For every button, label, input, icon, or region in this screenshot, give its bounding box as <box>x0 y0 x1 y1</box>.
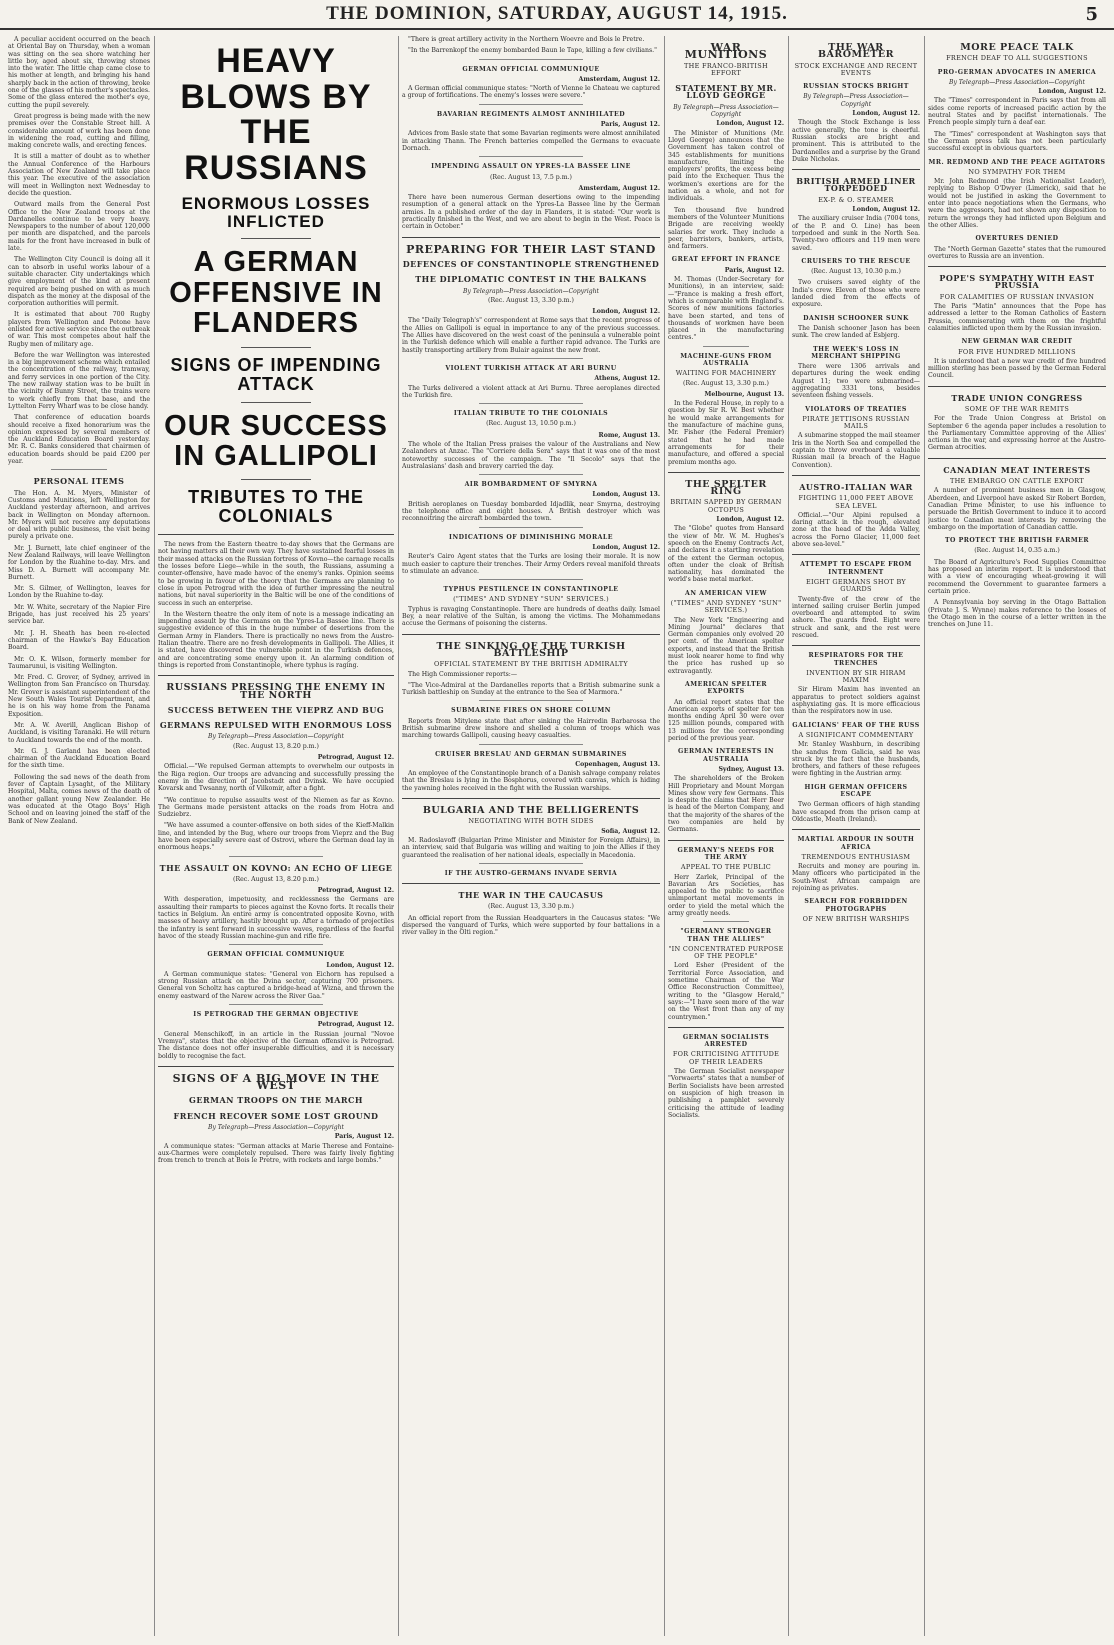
article-paragraph: An employee of the Constantinople branch of a Danish salvage company relates that the Breslau is lying in the Bosphorus, covered with canvas, which is hiding the yawning holes received in the fight with the Russian warships. <box>402 770 660 792</box>
article-headline: BRITISH ARMED LINER TORPEDOED <box>796 176 916 194</box>
article-headline: GERMAN OFFICIAL COMMUNIQUE <box>462 65 600 73</box>
column-6 <box>928 36 1106 1636</box>
divider <box>479 358 582 359</box>
article-paragraph: General Menschikoff, in an article in the Russian journal "Novoe Vremya", states that the objective of the German offensive is Petrograd. The distance does not offer insuperable difficulties, and it is necessary boldly to recognise the fact. <box>158 1030 394 1060</box>
article-subheading: FOR CALAMITIES OF RUSSIAN INVASION <box>939 292 1095 301</box>
article-paragraph: An official report states that the American exports of spelter for ten months ending April 30 were over 125 million pounds, compared with 13 millions for the corresponding period of the previous year. <box>668 698 784 743</box>
divider <box>229 1004 323 1005</box>
dateline: London, August 12. <box>852 206 920 214</box>
article-headline: GERMAN INTERESTS IN AUSTRALIA <box>677 748 775 763</box>
divider <box>479 527 582 528</box>
dateline: Paris, August 12. <box>334 1133 394 1141</box>
page-number: 5 <box>1085 3 1098 25</box>
main-headline: OUR SUCCESS IN GALLIPOLI <box>164 409 388 472</box>
article-paragraph: The Turks delivered a violent attack at Ari Burnu. Three aeroplanes directed the Turkish fire. <box>402 384 660 399</box>
article-headline: VIOLENT TURKISH ATTACK AT ARI BURNU <box>445 364 617 372</box>
article-paragraph: Advices from Basle state that some Bavarian regiments were almost annihilated in attacking Thann. The French batteries compelled the Germans to evacuate Dornach. <box>402 130 660 152</box>
article-headline: THE WAR BAROMETER <box>817 42 895 61</box>
article-paragraph: Mr. S. Gilmer, of Wellington, leaves for London by the Ruahine to-day. <box>8 585 150 600</box>
received-time: (Rec. August 13, 7.5 p.m.) <box>490 173 572 181</box>
article-headline: SUBMARINE FIRES ON SHORE COLUMN <box>451 707 611 715</box>
divider <box>158 534 394 535</box>
article-headline: TYPHUS PESTILENCE IN CONSTANTINOPLE <box>443 586 619 594</box>
divider <box>792 829 920 830</box>
article-subheading: INVENTION BY SIR HIRAM MAXIM <box>806 668 906 685</box>
received-time: (Rec. August 13, 3.30 p.m.) <box>488 296 574 304</box>
article-paragraph: The Danish schooner Jason has been sunk. The crew landed at Esbjerg. <box>792 324 920 340</box>
article-paragraph: Mr. W. White, secretary of the Napier Fire Brigade, has just received his 25 years' service bar. <box>8 603 150 626</box>
article-subheading: THE FRANCO-BRITISH EFFORT <box>684 61 768 77</box>
divider <box>668 472 784 473</box>
article-headline: THE SINKING OF THE TURKISH BATTLESHIP <box>436 640 626 659</box>
article-subheading: EX-P. & O. STEAMER <box>818 195 894 204</box>
article-paragraph: "In the Barrenkopf the enemy bombarded Baun le Tape, killing a few civilians." <box>408 47 657 55</box>
divider <box>792 169 920 170</box>
article-headline: SEARCH FOR FORBIDDEN PHOTOGRAPHS <box>804 898 908 913</box>
article-paragraph: A German official communique states: "North of Vienne le Chateau we captured a group of fortifications. The enemy's losses were severe." <box>402 85 660 100</box>
article-paragraph: Following the sad news of the death from fever of Captain Lysaght, of the Military Hospital, Malta, comes news of the death of another gallant young New Zealander. He was educated at the Otago Boys' High School and on leaving joined the staff of the Bank of New Zealand. <box>8 773 150 825</box>
agency-credit: By Telegraph—Press Association—Copyright <box>208 733 344 741</box>
article-paragraph: "There is great artillery activity in the Northern Woevre and Bois le Pretre. <box>408 36 645 43</box>
column-rule <box>664 36 665 1636</box>
column-1 <box>8 36 150 1636</box>
divider <box>479 863 582 864</box>
article-paragraph: Recruits and money are pouring in. Many officers who participated in the South-West African campaign are rejoining as privates. <box>792 863 920 893</box>
dateline: Amsterdam, August 12. <box>578 75 660 83</box>
article-paragraph: Official.—"Our Alpini repulsed a daring attack in the rough, elevated zone at the head of the Adda Valley, across the Forno Glacier, 11,000 feet above sea-level." <box>792 511 920 549</box>
article-headline: THE WEEK'S LOSS IN MERCHANT SHIPPING <box>811 345 901 360</box>
column-rule <box>398 36 399 1636</box>
article-paragraph: An official report from the Russian Headquarters in the Caucasus states: "We dispersed the vanguard of Turks, which were supported by four battalions in a river valley in the Olti region." <box>402 914 660 937</box>
article-paragraph: A Pennsylvania boy serving in the Otago Battalion (Private J. S. Wynne) makes reference to the losses of the Otago men in the course of a letter written in the trenches on June 11. <box>928 599 1106 629</box>
article-paragraph: Mr. A. W. Averill, Anglican Bishop of Auckland, is visiting Taranaki. He will return to Auckland towards the end of the month. <box>8 721 150 744</box>
article-paragraph: The Paris "Matin" announces that the Pope has addressed a letter to the Roman Catholics of Eastern Prussia, commiserating with them on the frightful calamities inflicted upon them by the Russian invasion. <box>928 303 1106 332</box>
dateline: London, August 12. <box>592 308 660 316</box>
article-headline: AMERICAN SPELTER EXPORTS <box>684 680 768 696</box>
article-subheading: FRENCH RECOVER SOME LOST GROUND <box>173 1110 379 1121</box>
article-paragraph: Sir Hiram Maxim has invented an apparatus to protect soldiers against asphyxiating gas. It is more efficacious than the respirators now in use. <box>792 686 920 716</box>
main-headline: HEAVY BLOWS BY THE RUSSIANS <box>180 42 372 188</box>
dateline: London, August 12. <box>716 516 784 524</box>
article-headline: ATTEMPT TO ESCAPE FROM INTERNMENT <box>800 561 912 576</box>
article-paragraph: With desperation, impetuosity, and recklessness the Germans are assaulting their ramparts to pieces against the Kovno forts. It recalls their tactics in Belgium. An entire army is concentrated opposite Kovno, with masses of heavy artillery, hastily brought up. After a tornado of projectiles the infantry is sent forward in successive waves, regardless of the fearful havoc of the steady Russian machine-gun and rifle fire. <box>158 896 394 940</box>
dateline: Paris, August 12. <box>724 266 784 274</box>
article-headline: BAVARIAN REGIMENTS ALMOST ANNIHILATED <box>436 110 626 118</box>
masthead <box>0 0 1114 30</box>
dateline: London, August 13. <box>592 491 660 499</box>
divider <box>479 403 582 404</box>
article-paragraph: The whole of the Italian Press praises the valour of the Australians and New Zealanders at Anzac. The "Corriere della Sera" says that it was one of the most noteworthy successes of the campaign. The "Il Secolo" says that the Australasians' dash and bravery carried the day. <box>402 440 660 470</box>
article-paragraph: The "North German Gazette" states that the rumoured overtures to Russia are an invention. <box>928 245 1106 260</box>
article-subheading: SUCCESS BETWEEN THE VIEPRZ AND BUG <box>167 704 385 715</box>
article-subheading: THE DIPLOMATIC CONTEST IN THE BALKANS <box>415 274 647 285</box>
article-paragraph: The Minister of Munitions (Mr. Lloyd George) announces that the Government has taken control of 345 establishments for munitions manufacture, limiting the employers' profits, the excess being paid into the Exchequer. Thus the workmen's exertions are for the nation as a whole, and not for individuals. <box>668 129 784 203</box>
article-paragraph: Before the war Wellington was interested in a big improvement scheme which entailed the concentration of the railway, tramway, and ferry services in one portion of the City. The new railway station was to be built in the vicinity of Bunny Street, the trains were to work chiefly from that base, and the Lyttelton Ferry Wharf was to be close handy. <box>8 351 150 410</box>
article-paragraph: "We continue to repulse assaults west of the Niemen as far as Kovno. The Germans made persistent attacks on the roads from Hotra and Sudziebrz. <box>158 796 394 819</box>
column-4 <box>668 36 784 1636</box>
divider <box>402 883 660 884</box>
article-headline: THE WAR IN THE CAUCASUS <box>458 890 604 901</box>
article-paragraph: Outward mails from the General Post Office to the New Zealand troops at the Dardanelles continue to be very heavy. Newspapers to the number of about 120,000 per month are dispatched, and the parcels mails for the front have increased in bulk of late. <box>8 201 150 253</box>
article-headline: INDICATIONS OF DIMINISHING MORALE <box>449 533 613 541</box>
article-paragraph: Mr. Fred. C. Grover, of Sydney, arrived in Wellington from San Francisco on Thursday. Mr. Grover is assistant superintendent of the New South Wales Tourist Department, and he is on his way home from the Panama Exposition. <box>8 674 150 718</box>
article-paragraph: The shareholders of the Broken Hill Proprietary and Mount Morgan Mines show very few Germans. This is despite the claims that Herr Beer is head of the Merton Company, and that the majority of the shares of the two companies are held by Germans. <box>668 775 784 834</box>
article-paragraph: The Hon. A. M. Myers, Minister of Customs and Munitions, left Wellington for Auckland yesterday afternoon, and arrives back in Wellington on Monday afternoon. Mr. Myers will not receive any deputations or deal with public business, the visit being purely a private one. <box>8 489 150 541</box>
article-paragraph: The New York "Engineering and Mining Journal" declares that German companies only evolved 20 per cent. of the American spelter exports, and instead that the British must look nearer home to find why the price has rushed up so extravagantly. <box>668 616 784 675</box>
article-paragraph: The German Socialist newspaper "Vorwaerts" states that a number of Berlin Socialists have been arrested on suspicion of high treason in publishing a pamphlet severely criticising the attitude of leading Socialists. <box>668 1068 784 1119</box>
article-headline: NEW GERMAN WAR CREDIT <box>961 338 1073 346</box>
article-subheading: FIGHTING 11,000 FEET ABOVE SEA LEVEL <box>798 494 914 510</box>
article-paragraph: Mr. J. H. Sheath has been re-elected chairman of the Hawke's Bay Education Board. <box>8 629 150 652</box>
divider <box>241 402 312 403</box>
article-paragraph: Mr. Stanley Washburn, in describing the sandus from Galicia, said he was struck by the fact that the husbands, brothers, and fathers of these refugees were fighting in the Austrian army. <box>792 741 920 778</box>
dateline: Sofia, August 12. <box>601 827 660 835</box>
article-headline: IS PETROGRAD THE GERMAN OBJECTIVE <box>193 1011 359 1019</box>
article-paragraph: The "Times" correspondent at Washington says that the German press talk has not been particularly successful except in obvious quarters. <box>928 130 1106 153</box>
article-paragraph: British aeroplanes on Tuesday bombarded Idjadlik, near Smyrna, destroying the telephone office and eight houses. A British destroyer which was reconnoitring the aircraft bombarded the town. <box>402 500 660 523</box>
article-paragraph: It is understood that a new war credit of five hundred million sterling has been passed by the German Federal Council. <box>928 357 1106 380</box>
article-paragraph: The "Daily Telegraph's" correspondent at Rome says that the recent progress of the Allies on Gallipoli is equal in importance to any of the previous successes. The Allies have discovered on the west coast of the peninsula a vulnerable point in the Turkish defence which will enable a further rapid advance. The Turks are hastily transporting artillery from Bulair against the new front. <box>402 317 660 354</box>
dateline: Rome, August 13. <box>598 431 660 439</box>
dateline: London, August 12. <box>592 543 660 551</box>
article-subheading: STATEMENT BY MR. LLOYD GEORGE <box>675 83 777 101</box>
dateline: Sydney, August 13. <box>718 765 784 773</box>
received-time: (Rec. August 13, 10.50 p.m.) <box>486 420 576 428</box>
divider <box>792 554 920 555</box>
agency-credit: By Telegraph—Press Association—Copyright <box>803 93 909 108</box>
divider <box>229 944 323 945</box>
article-headline: RUSSIANS PRESSING THE ENEMY IN THE NORTH <box>166 682 386 701</box>
article-paragraph: Though the Stock Exchange is less active generally, the tone is cheerful. Russian stocks are bright and prominent. This is attributed to the Dardanelles and a surprise by the Grand Duke Nicholas. <box>792 119 920 163</box>
article-subheading: NEGOTIATING WITH BOTH SIDES <box>468 817 594 826</box>
article-headline: WAR MUNITIONS <box>684 41 768 62</box>
article-paragraph: A peculiar accident occurred on the beach at Oriental Bay on Thursday, when a woman was sitting on the sea shore watching her little boy, aged about six, throwing stones into the water. The little chap came close to his mother at length, and bringing his hand sharply back in the action of throwing, broke one of the glasses of his mother's spectacles. Some of the glass entered the mother's eye, cutting the pupil severely. <box>8 36 150 109</box>
article-headline: GERMAN SOCIALISTS ARRESTED <box>682 1033 770 1049</box>
article-headline: MARTIAL ARDOUR IN SOUTH AFRICA <box>797 836 915 851</box>
article-headline: TO PROTECT THE BRITISH FARMER <box>944 537 1090 545</box>
article-subheading: SOME OF THE WAR REMITS <box>964 404 1070 413</box>
received-time: (Rec. August 14, 0.35 a.m.) <box>974 547 1060 555</box>
article-subheading: OF NEW BRITISH WARSHIPS <box>802 914 910 923</box>
article-headline: HIGH GERMAN OFFICERS ESCAPE <box>804 783 908 799</box>
article-paragraph: Typhus is ravaging Constantinople. There are hundreds of deaths daily. Ismael Bey, a near relative of the Sultan, is among the victims. The Mohammedans accuse the Germans of poisoning the cisterns. <box>402 605 660 628</box>
received-time: (Rec. August 13, 3.30 p.m.) <box>683 379 769 387</box>
service-credit: ("TIMES" AND SYDNEY "SUN" SERVICES.) <box>670 599 782 615</box>
article-headline: GERMANY'S NEEDS FOR THE ARMY <box>677 846 775 861</box>
service-credit: ("TIMES" AND SYDNEY "SUN" SERVICES.) <box>453 595 609 604</box>
dateline: Amsterdam, August 12. <box>578 184 660 192</box>
article-headline: CRUISER BRESLAU AND GERMAN SUBMARINES <box>435 750 627 758</box>
divider <box>51 469 108 470</box>
article-paragraph: The Board of Agriculture's Food Supplies Committee has proposed an interim report. It is understood that with a view of encouraging wheat-growing it will recommend the Government to guarantee farmers a certain price. <box>928 558 1106 595</box>
article-paragraph: Reuter's Cairo Agent states that the Turks are losing their morale. It is now much easier to capture their trenches. Their Army Orders reveal manifold threats to stimulate an advance. <box>402 553 660 575</box>
article-headline: MORE PEACE TALK <box>960 42 1074 53</box>
article-subheading: PIRATE JETTISONS RUSSIAN MAILS <box>802 414 910 431</box>
article-paragraph: Two cruisers saved eighty of the India's crew. Eleven of those who were landed died from the effects of exposure. <box>792 279 920 309</box>
article-subheading: TREMENDOUS ENTHUSIASM <box>801 852 911 861</box>
column-rule <box>788 36 789 1636</box>
article-subheading: STOCK EXCHANGE AND RECENT EVENTS <box>794 61 918 77</box>
article-headline: GERMAN OFFICIAL COMMUNIQUE <box>207 951 345 959</box>
article-subheading: FOR FIVE HUNDRED MILLIONS <box>958 347 1076 356</box>
dateline: London, August 12. <box>852 110 920 118</box>
divider <box>928 266 1106 267</box>
article-paragraph: The news from the Eastern theatre to-day shows that the Germans are not having matters all their own way. They have sustained fearful losses in their massed attacks on the Russian fortress of Kovno—the carnage recalls the losses before Liege—while in the south, the Russians, assuming a counter-offensive, have made havoc of the enemy's ranks. Opinion seems to be growing in favour of the theory that the Germans are planning to close in upon Petrograd with the idea of further impressing the neutral nations, but naval superiority in the Baltic will be one of the conditions of success in such an enterprise. <box>158 541 394 607</box>
article-headline: IF THE AUSTRO-GERMANS INVADE SERVIA <box>444 869 618 877</box>
article-paragraph: In the Federal House, in reply to a question by Sir R. W. Best whether he would make arrangements for the manufacture of machine guns, Mr. Fisher (the Federal Premier) stated that he had made arrangements for their manufacture, and offered a special premium months ago. <box>668 400 784 466</box>
article-paragraph: "We have assumed a counter-offensive on both sides of the Kieff-Malkin line, and intended by the Bug, where our troops from Vieprz and the Bug have been especially severe east of Ostrovi, where the German dead lay in enormous heaps." <box>158 822 394 852</box>
divider <box>402 634 660 635</box>
dateline: London, August 12. <box>326 961 394 969</box>
divider <box>703 346 749 347</box>
article-paragraph: Official.—"We repulsed German attempts to overwhelm our outposts in the Riga region. Our troops are advancing and successfully pressing the enemy in the direction of Jacobstadt and Dvinsk. We have occupied Kovarsk and Twsanny, north of Vilkomir, after a fight. <box>158 763 394 793</box>
divider <box>668 840 784 841</box>
article-paragraph: The auxiliary cruiser India (7004 tons, of the P. and O. Line) has been torpedoed and sunk in the North Sea. Twenty-two officers and 119 men were saved. <box>792 215 920 252</box>
article-headline: AIR BOMBARDMENT OF SMYRNA <box>464 481 598 489</box>
article-headline: THE SPELTER RING <box>685 478 767 498</box>
received-time: (Rec. August 13, 8.20 p.m.) <box>233 742 319 750</box>
article-subheading: DEFENCES OF CONSTANTINOPLE STRENGTHENED <box>402 258 660 269</box>
article-headline: DANISH SCHOONER SUNK <box>803 314 909 322</box>
dateline: London, August 12. <box>1038 88 1106 96</box>
divider <box>158 675 394 676</box>
article-headline: MACHINE-GUNS FROM AUSTRALIA <box>680 352 772 367</box>
article-subheading: FOR CRITICISING ATTITUDE OF THEIR LEADERS <box>672 1050 780 1066</box>
article-paragraph: Mr. O. K. Wilson, formerly member for Taumarunui, is visiting Wellington. <box>8 655 150 670</box>
divider <box>479 700 582 701</box>
section-heading: PERSONAL ITEMS <box>33 476 125 487</box>
divider <box>928 386 1106 387</box>
article-paragraph: M. Radoslavoff (Bulgarian Prime Minister and Minister for Foreign Affairs), in an interview, said that Bulgaria was willing and waiting to join the Allies if they guaranteed the realisation of her national ideals, especially in Macedonia. <box>402 836 660 859</box>
article-subheading: "IN CONCENTRATED PURPOSE OF THE PEOPLE" <box>668 944 784 961</box>
divider <box>479 156 582 157</box>
sub-headline: TRIBUTES TO THE COLONIALS <box>188 487 364 527</box>
article-paragraph: A submarine stopped the mail steamer Iris in the North Sea and compelled the captain to throw overboard a valuable Russian mail (a breach of the Hague Convention). <box>792 432 920 469</box>
article-paragraph: The "Times" correspondent in Paris says that from all sides come reports of increased pacific action by the neutral States and by pacifist internationals. The French people simply turn a deaf ear. <box>928 97 1106 127</box>
article-subheading: PRO-GERMAN ADVOCATES IN AMERICA <box>937 68 1097 76</box>
article-headline: IMPENDING ASSAULT ON YPRES-LA BASSEE LINE <box>431 163 631 171</box>
divider <box>158 1066 394 1067</box>
article-headline: CRUISERS TO THE RESCUE <box>801 257 911 265</box>
agency-credit: By Telegraph—Press Association—Copyright <box>208 1124 344 1131</box>
received-time: (Rec. August 13, 8.20 p.m.) <box>233 875 319 883</box>
divider <box>241 479 312 480</box>
divider <box>792 645 920 646</box>
article-paragraph: That conference of education boards should receive a fixed honorarium was the opinion expressed by several members of the Auckland Education Board yesterday. Mr. R. C. Banks considered that chairmen of education boards should be paid £200 per year. <box>8 414 150 466</box>
column-3 <box>402 36 660 1636</box>
sub-headline: SIGNS OF IMPENDING ATTACK <box>170 354 382 394</box>
article-headline: GREAT EFFORT IN FRANCE <box>671 256 781 264</box>
divider <box>479 474 582 475</box>
column-5 <box>792 36 920 1636</box>
divider <box>479 579 582 580</box>
divider <box>402 237 660 238</box>
article-headline: GALICIANS' FEAR OF THE RUSS <box>792 721 920 729</box>
dateline: Petrograd, August 12. <box>317 887 394 895</box>
divider <box>241 347 312 348</box>
agency-credit: By Telegraph—Press Association—Copyright <box>673 103 779 119</box>
divider <box>479 744 582 745</box>
article-headline: VIOLATORS OF TREATIES <box>805 405 907 413</box>
received-time: (Rec. August 13, 3.30 p.m.) <box>488 903 574 911</box>
article-subheading: GERMANS REPULSED WITH ENORMOUS LOSS <box>159 720 393 731</box>
article-paragraph: A communique states: "German attacks at Marie Therese and Fontaine-aux-Charmes were completely repulsed. There was fairly lively fighting from trench to trench at Bois le Pretre, with rockets and large bombs." <box>158 1142 394 1165</box>
article-headline: AN AMERICAN VIEW <box>685 589 767 597</box>
divider <box>241 238 312 239</box>
article-headline: MR. REDMOND AND THE PEACE AGITATORS <box>928 158 1106 166</box>
dateline: Paris, August 12. <box>600 121 660 129</box>
article-headline: POPE'S SYMPATHY WITH EAST PRUSSIA <box>939 273 1095 291</box>
dateline: Copenhagen, August 13. <box>575 760 660 768</box>
divider <box>479 59 582 60</box>
article-paragraph: It is estimated that about 700 Rugby players from Wellington and Petone have enlisted for active service since the outbreak of war. This most competes about half the Rugby men of military age. <box>8 311 150 348</box>
article-paragraph: There have been numerous German desertions owing to the impending resumption of a general attack on the Ypres-La Bassee line by the German armies. In a published order of the day in Flanders, it is stated: "Our work is practically finished in the West, and we are about to begin in the West. Peace is certain in October." <box>402 194 660 231</box>
article-paragraph: In the Western theatre the only item of note is a message indicating an impending assault by the Germans on the Ypres-La Bassee line. There is suggestive evidence of this in the huge number of desertions from the German Army in Flanders. There is practically no news from the Austro-Italian theatre. There are no fresh developments in Gallipoli. The Allies, it is stated, have discovered the vulnerable point in the Turkish defences, and are concentrating some energy upon it. An alarming condition of things is reported from Constantinople, where typhus is raging. <box>158 610 394 669</box>
divider <box>928 458 1106 459</box>
dateline: Athens, August 12. <box>594 375 660 383</box>
article-paragraph: M. Thomas (Under-Secretary for Munitions), in an interview, said:—"France is making a fresh effort, which is comparable with England's. Scores of new munitions factories have been started, and tens of thousands of workmen have been placed in the manufacturing centres." <box>668 276 784 342</box>
dateline: Petrograd, August 12. <box>317 1021 394 1029</box>
divider <box>229 856 323 857</box>
article-headline: OVERTURES DENIED <box>975 235 1059 243</box>
article-paragraph: Twenty-five of the crew of the interned sailing cruiser Berlin jumped overboard and attempted to swim ashore. The guards fired. Eight were struck and sank, and the rest were rescued. <box>792 595 920 639</box>
article-headline: THE ASSAULT ON KOVNO: AN ECHO OF LIEGE <box>159 862 393 873</box>
column-rule <box>924 36 925 1636</box>
article-headline: "GERMANY STRONGER THAN THE ALLIES" <box>680 928 772 943</box>
article-paragraph: A number of prominent business men in Glasgow, Aberdeen, and Liverpool have asked Sir Robert Borden, Canadian Prime Minister, to use his influence to persuade the British Government to induce it to accord justice to Canadian meat interests by removing the embargo on the importation of Canadian cattle. <box>928 487 1106 531</box>
article-paragraph: It is still a matter of doubt as to whether the Annual Conference of the Harbours Association of New Zealand will take place this year. The executive of the association will meet in Wellington next Wednesday to decide the question. <box>8 153 150 197</box>
article-headline: CANADIAN MEAT INTERESTS <box>943 464 1091 475</box>
article-subheading: GERMAN TROOPS ON THE MARCH <box>189 1095 363 1106</box>
article-subheading: OFFICIAL STATEMENT BY THE BRITISH ADMIRALTY <box>433 660 629 669</box>
divider <box>668 1027 784 1028</box>
article-paragraph: Mr. J. Burnett, late chief engineer of the New Zealand Railways, will leave Wellington for London by the Ruahine to-day. Mrs. and Miss D. A. Burnett will accompany Mr. Burnett. <box>8 544 150 581</box>
dateline: Petrograd, August 12. <box>317 754 394 762</box>
article-paragraph: Ten thousand five hundred members of the Volunteer Munitions Brigade are receiving weekly salaries for work. They include a peer, barristers, bankers, artists, and farmers. <box>668 206 784 251</box>
article-subheading: APPEAL TO THE PUBLIC <box>680 863 772 872</box>
divider <box>402 798 660 799</box>
article-paragraph: For the Trade Union Congress at Bristol on September 6 the agenda paper includes a resolution to the Parliamentary Committee approving of the Allies' actions in the war, and expressing horror at the Austro-German atrocities. <box>928 415 1106 452</box>
article-paragraph: Lord Esher (President of the Territorial Force Association, and sometime Chairman of the War Office Reconstruction Committee), writing to the "Glasgow Herald," says:—"I have seen more of the war on the West front than any of my countrymen." <box>668 962 784 1021</box>
article-paragraph: The High Commissioner reports:— <box>408 670 518 678</box>
newspaper-title: THE DOMINION, SATURDAY, AUGUST 14, 1915. <box>326 3 788 24</box>
dateline: London, August 12. <box>716 120 784 128</box>
article-headline: TRADE UNION CONGRESS <box>951 392 1083 403</box>
article-subheading: THE EMBARGO ON CATTLE EXPORT <box>949 477 1085 486</box>
article-paragraph: There were 1306 arrivals and departures during the week ending August 11; two were submarined—aggregating 3331 tons, besides seventeen fishing vessels. <box>792 363 920 400</box>
article-headline: ITALIAN TRIBUTE TO THE COLONIALS <box>453 410 609 418</box>
received-time: (Rec. August 13, 10.30 p.m.) <box>811 268 901 276</box>
article-paragraph: Mr. G. J. Garland has been elected chairman of the Auckland Education Board for the sixth time. <box>8 747 150 770</box>
article-headline: AUSTRO-ITALIAN WAR <box>799 481 913 492</box>
main-headline: A GERMAN OFFENSIVE IN FLANDERS <box>169 246 383 340</box>
article-paragraph: Two German officers of high standing have escaped from the prison camp at Oldcastle, Meath (Ireland). <box>792 801 920 823</box>
article-paragraph: The Wellington City Council is doing all it can to absorb in useful works labour of a suitable character. City undertakings which give employment of the kind at present required are being pushed on with as much dispatch as the money at the disposal of the corporation authorities will permit. <box>8 256 150 308</box>
article-paragraph: A German communique states: "General von Eichorn has repulsed a strong Russian attack on the Dvina sector, capturing 700 prisoners. General von Scholtz has captured a bridge-head at Wizna, and thrown the enemy eastward of the Narew across the River Gaa." <box>158 970 394 1000</box>
article-subheading: FRENCH DEAF TO ALL SUGGESTIONS <box>946 54 1088 63</box>
agency-credit: By Telegraph—Press Association—Copyright <box>463 287 599 295</box>
article-headline: BULGARIA AND THE BELLIGERENTS <box>422 805 640 817</box>
article-paragraph: The "Globe" quotes from Hansard the view of Mr. W. M. Hughes's speech on the Enemy Contracts Act, and declares it a startling revelation of the extent the German octopus, often under the cloak of British nationality, has dominated the world's base metal market. <box>668 525 784 584</box>
article-headline: SIGNS OF A BIG MOVE IN THE WEST <box>172 1071 380 1093</box>
article-subheading: A SIGNIFICANT COMMENTARY <box>798 730 914 739</box>
article-subheading: EIGHT GERMANS SHOT BY GUARDS <box>805 577 907 594</box>
divider <box>703 921 749 922</box>
divider <box>479 104 582 105</box>
dateline: Melbourne, August 13. <box>704 390 784 398</box>
article-subheading: RUSSIAN STOCKS BRIGHT <box>803 83 909 91</box>
article-subheading: WAITING FOR MACHINERY <box>675 369 777 378</box>
article-paragraph: Reports from Mitylene state that after sinking the Hairredin Barbarossa the British submarine drew inshore and shelled a column of troops which was marching towards Gallipoli, causing heavy casualties. <box>402 717 660 740</box>
article-paragraph: Herr Zarlek, Principal of the Bavarian Ars Societies, has appealed to the public to sacrifice unimportant metal movements in order to yield the metal which the army greatly needs. <box>668 873 784 917</box>
article-subheading: BRITAIN SAPPED BY GERMAN OCTOPUS <box>670 498 782 514</box>
column-rule <box>154 36 155 1636</box>
article-headline: PREPARING FOR THEIR LAST STAND <box>406 242 656 256</box>
agency-credit: By Telegraph—Press Association—Copyright <box>949 78 1085 86</box>
sub-headline: ENORMOUS LOSSES INFLICTED <box>181 193 371 231</box>
article-paragraph: Great progress is being made with the new premises over the Constable Street hill. A considerable amount of work has been done in widening the road, cutting and filling, making concrete walls, and erecting fences. <box>8 112 150 150</box>
divider <box>792 475 920 476</box>
column-2 <box>158 36 394 1636</box>
article-headline: RESPIRATORS FOR THE TRENCHES <box>808 652 904 667</box>
article-paragraph: Mr. John Redmond (the Irish Nationalist Leader), replying to Bishop O'Dwyer (Limerick), said that he would not be justified in asking the Government to enter into peace negotiations when the Germans, who were the aggressors, had not shown any disposition to return the wrongs they had inflicted upon Belgium and the other Allies. <box>928 178 1106 229</box>
article-paragraph: "The Vice-Admiral at the Dardanelles reports that a British submarine sunk a Turkish battleship on Sunday at the entrance to the Sea of Marmora." <box>402 681 660 697</box>
article-subheading: NO SYMPATHY FOR THEM <box>968 167 1066 176</box>
